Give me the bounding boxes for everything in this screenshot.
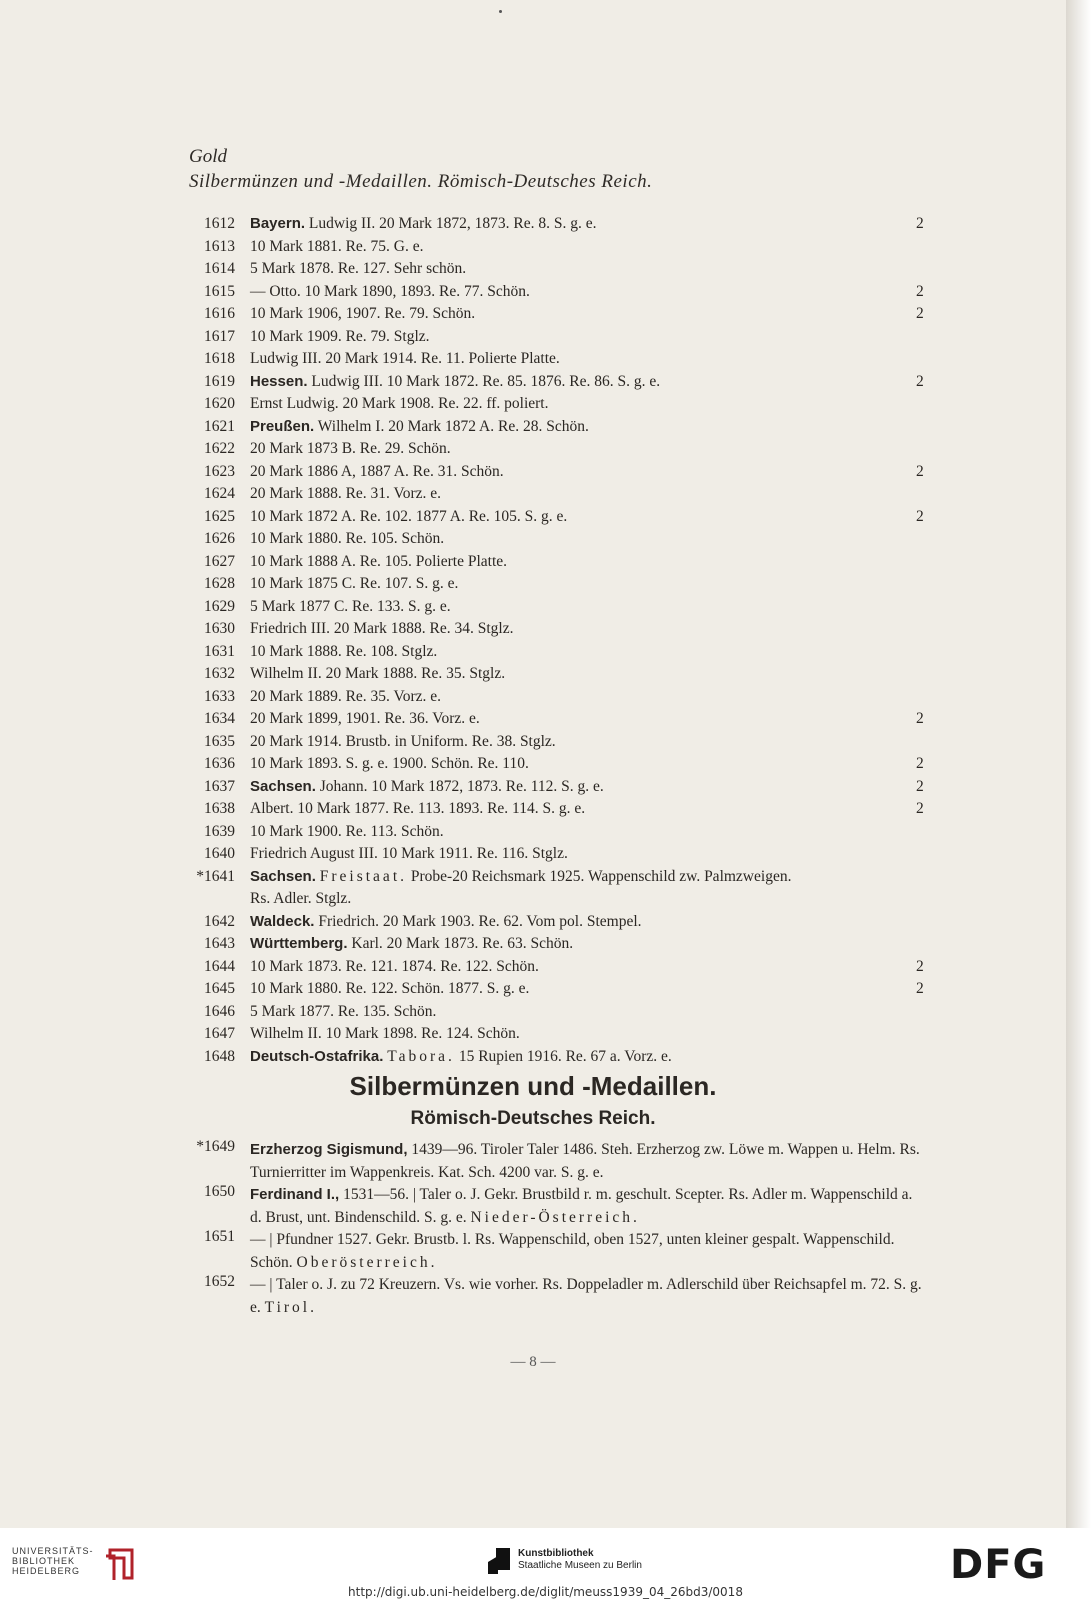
lot-number: 1646 [204,1002,235,1020]
lot-description [250,350,560,368]
lot-entry [0,416,1066,439]
lot-text: 20 Mark 1889. Re. 35. Vorz. e. [250,687,442,705]
lot-region: Bayern. [250,215,306,232]
silver-lot-list [0,1136,1066,1316]
lot-quantity: 2 [916,755,924,772]
lot-description [250,238,424,256]
lot-ruler: Erzherzog Sigismund, [250,1141,408,1158]
lot-text: 10 Mark 1909. Re. 79. Stglz. [250,327,430,345]
lot-entry [0,483,1066,506]
lot-description [250,305,475,323]
lot-text: Ludwig II. 20 Mark 1872, 1873. Re. 8. S. g. e. [308,215,597,232]
lot-entry [0,506,1066,529]
footer-bar [0,1528,1091,1603]
lot-text: — Otto. 10 Mark 1890, 1893. Re. 77. Schön. [250,282,530,300]
lot-entry [0,1226,1066,1271]
lot-entry [0,326,1066,349]
ub-emblem-icon [104,1546,138,1582]
kb-line-2: Staatliche Museen zu Berlin [518,1560,642,1571]
lot-entry [0,348,1066,371]
lot-text: 1531—56. | Taler o. J. Gekr. Brustbild r. m. geschult. Scepter. Rs. Adler m. Wappenschild a. d. Brust, unt. Bindenschild. S. g. e. [250,1186,913,1226]
lot-entry [0,213,1066,236]
lot-entry [0,573,1066,596]
lot-description [250,620,513,638]
lot-number: 1613 [204,237,235,255]
lot-number: *1641 [196,867,235,885]
lot-text: 10 Mark 1872 A. Re. 102. 1877 A. Re. 105. S. g. e. [250,507,568,525]
lot-quantity: 2 [916,777,924,795]
lot-text: Albert. 10 Mark 1877. Re. 113. 1893. Re. 114. S. g. e. [250,800,586,817]
lot-description [250,913,642,931]
running-head-gold: Gold [189,146,227,167]
lot-text: Johann. 10 Mark 1872, 1873. Re. 112. S. g. e. [319,777,604,795]
lot-text: 10 Mark 1888. Re. 108. Stglz. [250,642,438,660]
lot-number: 1625 [204,507,235,525]
lot-description [250,260,466,278]
ub-heidelberg-logo[interactable] [12,1546,132,1582]
lot-entry [0,528,1066,551]
lot-text: Wilhelm I. 20 Mark 1872 A. Re. 28. Schön. [317,417,589,435]
lot-number: 1628 [204,575,235,592]
lot-text: Friedrich August III. 10 Mark 1911. Re. 116. Stglz. [250,845,568,862]
lot-entry [0,1001,1066,1024]
lot-description [250,1003,436,1021]
lot-description [250,643,437,661]
lot-text: Friedrich. 20 Mark 1903. Re. 62. Vom pol. Stempel. [318,912,642,930]
lot-entry [0,1136,1066,1181]
lot-number: 1648 [204,1047,235,1065]
lot-region: Deutsch-Ostafrika. [250,1047,384,1065]
lot-number: 1626 [204,530,235,547]
kunstbibliothek-text [518,1548,642,1572]
lot-number: 1645 [204,980,235,997]
lot-entry [0,731,1066,754]
page-number: — 8 — [510,1354,556,1370]
lot-text: 10 Mark 1873. Re. 121. 1874. Re. 122. Schön. [250,957,539,975]
lot-number: 1632 [204,665,235,682]
lot-region: Preußen. [250,417,315,435]
lot-number: 1620 [204,395,235,412]
lot-quantity: 2 [916,215,924,232]
lot-text: 20 Mark 1886 A, 1887 A. Re. 31. Schön. [250,462,504,480]
lot-text: 10 Mark 1875 C. Re. 107. S. g. e. [250,575,459,592]
lot-entry [0,371,1066,394]
lot-entry [0,438,1066,461]
lot-description [250,418,589,436]
lot-entry [0,821,1066,844]
lot-number: 1630 [204,620,235,637]
lot-text: 5 Mark 1878. Re. 127. Sehr schön. [250,260,467,277]
lot-spaced-name: Tabora. [387,1047,455,1065]
section-title: Silbermünzen und -Medaillen. [349,1071,717,1101]
lot-entry [0,776,1066,799]
lot-region: Württemberg. [250,935,348,952]
lot-description [250,373,660,391]
lot-number: 1642 [204,912,235,930]
lot-text: 10 Mark 1893. S. g. e. 1900. Schön. Re. 110. [250,755,529,772]
lot-description [250,1228,922,1274]
lot-description [250,1025,520,1043]
lot-entry [0,911,1066,934]
gold-lot-group-2 [0,911,1066,1046]
lot-number: *1649 [196,1138,235,1155]
lot-entry [0,258,1066,281]
lot-text: 20 Mark 1914. Brustb. in Uniform. Re. 38. Stglz. [250,732,556,750]
lot-number: 1647 [204,1025,235,1042]
running-head-subtitle: Silbermünzen und -Medaillen. Römisch-Deutsches Reich. [189,171,653,192]
lot-description [250,598,451,616]
lot-entry [0,618,1066,641]
lot-entry [0,236,1066,259]
lot-text: Karl. 20 Mark 1873. Re. 63. Schön. [351,935,574,952]
lot-region: Hessen. [250,372,308,390]
lot-description [250,463,504,481]
lot-description [250,980,529,998]
lot-number: 1621 [204,417,235,435]
lot-description [250,935,573,953]
lot-entry-1648 [0,1046,1066,1069]
lot-quantity: 2 [916,957,924,975]
lot-description [250,665,505,683]
lot-number: 1615 [204,282,235,300]
lot-number: 1624 [204,485,235,502]
lot-description [250,1138,922,1184]
lot-description [250,530,444,548]
lot-number: 1619 [204,372,235,390]
lot-entry [0,798,1066,821]
lot-text: 5 Mark 1877. Re. 135. Schön. [250,1002,437,1020]
lot-number: 1633 [204,687,235,705]
lot-number: 1639 [204,822,235,840]
lot-entry [0,753,1066,776]
lot-entry [0,663,1066,686]
gold-lot-group-1 [0,213,1066,866]
lot-quantity: 2 [916,462,924,480]
lot-number: 1640 [204,845,235,862]
scan-mark [499,10,502,13]
lot-quantity: 2 [916,507,924,525]
permalink-url[interactable]: http://digi.ub.uni-heidelberg.de/diglit/meuss1939_04_26bd3/0018 [348,1585,743,1599]
lot-number: 1638 [204,800,235,817]
lot-number: 1636 [204,755,235,772]
lot-entry [0,393,1066,416]
lot-text: Wilhelm II. 10 Mark 1898. Re. 124. Schön. [250,1025,520,1042]
lot-text: Ernst Ludwig. 20 Mark 1908. Re. 22. ff. poliert. [250,395,549,412]
lot-description [250,215,597,233]
lot-entry [0,641,1066,664]
lot-number: 1635 [204,732,235,750]
lot-spaced-name: Nieder-Österreich. [470,1209,640,1226]
lot-text: 10 Mark 1880. Re. 122. Schön. 1877. S. g. e. [250,980,530,997]
lot-entry [0,933,1066,956]
lot-entry [0,978,1066,1001]
lot-description [250,688,441,706]
lot-number: 1652 [204,1273,235,1290]
lot-description [250,328,430,346]
lot-text: 10 Mark 1888 A. Re. 105. Polierte Platte. [250,552,508,570]
lot-region: Waldeck. [250,912,315,930]
lot-text: Friedrich III. 20 Mark 1888. Re. 34. Stglz. [250,620,514,637]
lot-description [250,733,556,751]
lot-number: 1627 [204,552,235,570]
lot-description [250,778,604,796]
lot-description [250,1183,922,1229]
lot-number: 1618 [204,350,235,367]
lot-description [250,800,585,818]
lot-description [250,440,451,458]
lot-spaced-name: Oberösterreich. [296,1254,438,1271]
lot-entry [0,281,1066,304]
lot-text: Ludwig III. 20 Mark 1914. Re. 11. Polierte Platte. [250,350,560,367]
lot-quantity: 2 [916,305,924,322]
lot-description [250,575,458,593]
ub-line-3: HEIDELBERG [12,1566,81,1576]
lot-text: 20 Mark 1899, 1901. Re. 36. Vorz. e. [250,710,480,727]
lot-description [250,553,507,571]
lot-number: 1623 [204,462,235,480]
lot-text: — | Taler o. J. zu 72 Kreuzern. Vs. wie vorher. Rs. Doppeladler m. Adlerschild über Reichsapfel m. 72. S. g. e. [250,1276,922,1316]
lot-description [250,1048,672,1066]
lot-entry [0,1023,1066,1046]
lot-description [250,508,567,526]
lot-description [250,283,530,301]
page-edge [1066,0,1091,1528]
lot-text: 15 Rupien 1916. Re. 67 a. Vorz. e. [458,1047,672,1065]
lot-number: 1617 [204,327,235,345]
lot-text: — | Pfundner 1527. Gekr. Brustb. l. Rs. Wappenschild, oben 1527, unten kleiner gespalt. Wappenschild. Schön. [250,1231,895,1271]
lot-number: 1631 [204,642,235,660]
lot-text: 20 Mark 1873 B. Re. 29. Schön. [250,440,451,457]
gold-lot-list [0,213,1066,1068]
ub-line-1: UNIVERSITÄTS- [12,1546,94,1556]
lot-entry [0,596,1066,619]
lot-quantity: 2 [916,800,924,817]
lot-entry [0,686,1066,709]
lot-text: 10 Mark 1900. Re. 113. Schön. [250,822,444,840]
lot-entry [0,1181,1066,1226]
lot-region: Sachsen. [250,867,316,885]
lot-ruler: Ferdinand I., [250,1186,340,1203]
lot-spaced-name: Tirol. [264,1299,317,1316]
lot-spaced-name: Freistaat. [319,867,407,885]
dfg-logo[interactable]: DFG [950,1542,1047,1588]
lot-entry [0,303,1066,326]
lot-text: Wilhelm II. 20 Mark 1888. Re. 35. Stglz. [250,665,506,682]
lot-description [250,958,539,976]
lot-text: 10 Mark 1880. Re. 105. Schön. [250,530,445,547]
lot-number: 1612 [204,215,235,232]
lot-text: 20 Mark 1888. Re. 31. Vorz. e. [250,485,442,502]
lot-number: 1651 [204,1228,235,1245]
lot-description [250,1273,922,1319]
lot-entry [0,843,1066,866]
lot-number: 1614 [204,260,235,277]
lot-description [250,395,548,413]
lot-entry [0,956,1066,979]
lot-entry-1641 [0,866,1066,911]
kb-line-1: Kunstbibliothek [518,1548,594,1559]
lot-number: 1637 [204,777,235,795]
kunstbibliothek-icon [488,1548,510,1574]
lot-quantity: 2 [916,710,924,727]
lot-description [250,710,480,728]
lot-text: Probe-20 Reichsmark 1925. Wappenschild zw. Palmzweigen. [410,867,792,885]
lot-number: 1634 [204,710,235,727]
lot-text: 5 Mark 1877 C. Re. 133. S. g. e. [250,597,451,615]
kunstbibliothek-logo[interactable] [488,1548,688,1578]
lot-description [250,823,444,841]
lot-continuation: Rs. Adler. Stglz. [250,889,352,907]
lot-description [250,485,441,503]
lot-text: 10 Mark 1906, 1907. Re. 79. Schön. [250,305,476,322]
lot-quantity: 2 [916,980,924,997]
lot-description [250,845,568,863]
lot-number: 1650 [204,1183,235,1200]
lot-description [250,868,791,886]
lot-quantity: 2 [916,372,924,390]
lot-entry [0,551,1066,574]
lot-number: 1629 [204,597,235,615]
lot-quantity: 2 [916,282,924,300]
lot-number: 1622 [204,440,235,457]
lot-text: 10 Mark 1881. Re. 75. G. e. [250,237,424,255]
ub-line-2: BIBLIOTHEK [12,1556,76,1566]
lot-entry [0,461,1066,484]
section-subtitle: Römisch-Deutsches Reich. [410,1108,656,1129]
lot-text: Ludwig III. 10 Mark 1872. Re. 85. 1876. Re. 86. S. g. e. [311,372,661,390]
lot-number: 1643 [204,935,235,952]
lot-number: 1616 [204,305,235,322]
lot-number: 1644 [204,957,235,975]
lot-description [250,755,529,773]
lot-region: Sachsen. [250,777,316,795]
lot-entry [0,1271,1066,1316]
lot-entry [0,708,1066,731]
lot-text: 1439—96. Tiroler Taler 1486. Steh. Erzherzog zw. Löwe m. Wappen u. Helm. Rs. Turnierritter im Wappenkreis. Kat. Sch. 4200 var. S. g. e. [250,1141,920,1181]
